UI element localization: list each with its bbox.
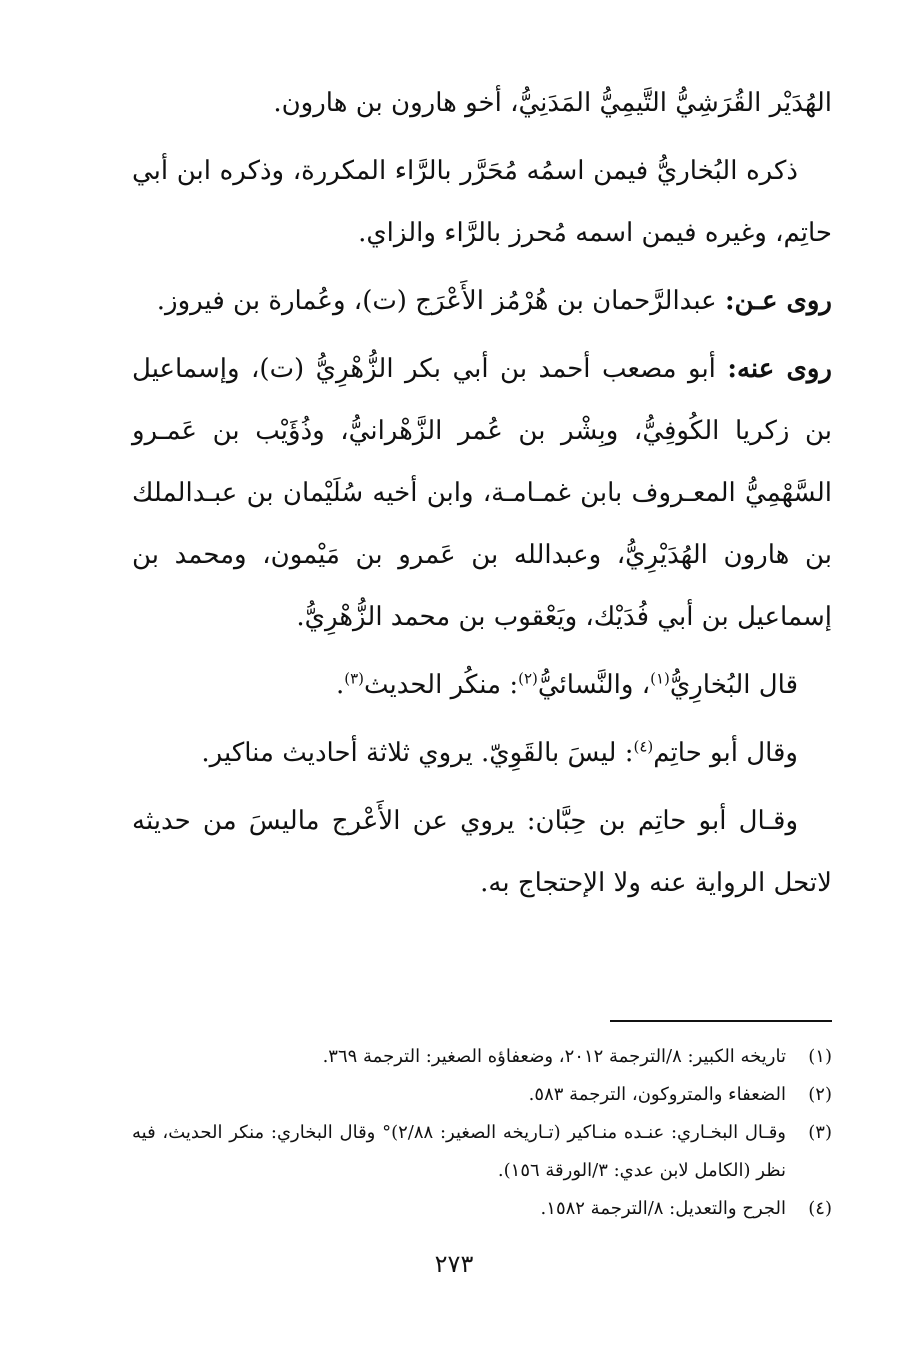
footnote-text: الجرح والتعديل: ٨/الترجمة ١٥٨٢. [540, 1198, 786, 1219]
footnote-item [132, 1038, 832, 1076]
footnote-ref-3[interactable]: (٣) [344, 669, 364, 688]
paragraph-quote-bukhari-nasai [132, 654, 832, 716]
quote-text: وقال أبو حاتِم [653, 738, 798, 768]
footnote-number: (٣) [808, 1122, 832, 1143]
paragraph-lead: روى عـن: [724, 286, 832, 316]
paragraph-name-continuation [132, 72, 832, 134]
main-text [132, 72, 832, 914]
paragraph-narrated-by [132, 338, 832, 648]
paragraph-lead: روى عنه: [727, 354, 832, 384]
paragraph-quote-abu-hatim [132, 722, 832, 784]
quote-text: . [335, 670, 345, 700]
footnote-ref-4[interactable]: (٤) [633, 737, 654, 756]
paragraph-text: أبو مصعب أحمد بن أبي بكر الزُّهْرِيُّ (ت)، وإسماعيل بن زكريا الكُوفِيُّ، وبِشْر بن عُمر الزَّهْرانيُّ، وذُؤَيْب بن عَمـرو السَّهْمِيُّ المعـروف بابن غمـامـة، وابن أخيه سُلَيْمان بن عبـدالملك بن هارون الهُدَيْرِيُّ، وعبدالله بن عَمرو بن مَيْمون، ومحمد بن إسماعيل بن أبي فُدَيْك، ويَعْقوب بن محمد الزُّهْرِيُّ. [132, 354, 832, 632]
quote-text: : منكُر الحديث [363, 670, 519, 700]
quote-text: : ليسَ بالقَوِيّ. يروي ثلاثة أحاديث مناكير. [201, 738, 634, 768]
footnote-item [132, 1190, 832, 1228]
footnote-ref-2[interactable]: (٢) [518, 669, 538, 688]
paragraph-text: الهُدَيْر القُرَشِيُّ التَّيمِيُّ المَدَنِيُّ، أخو هارون بن هارون. [273, 88, 832, 118]
footnote-number: (١) [808, 1046, 832, 1067]
footnote-number: (٢) [808, 1084, 832, 1105]
footnote-number: (٤) [808, 1198, 832, 1219]
footnotes [132, 1038, 832, 1228]
footnote-separator [610, 1020, 832, 1022]
footnote-text: تاريخه الكبير: ٨/الترجمة ٢٠١٢، وضعفاؤه الصغير: الترجمة ٣٦٩. [322, 1046, 786, 1067]
page-number: ٢٧٣ [434, 1250, 474, 1278]
footnote-ref-1[interactable]: (١) [650, 669, 670, 688]
footnote-item [132, 1076, 832, 1114]
quote-text: قال البُخارِيُّ [669, 670, 798, 700]
quote-text: ، والنَّسائيُّ [537, 670, 651, 700]
quote-text: وقـال أبو حاتِم بن حِبَّان: يروي عن الأَعْرج ماليسَ من حديثه لاتحل الرواية عنه ولا الإحتجاج به. [132, 806, 832, 898]
paragraph-narrated-from [132, 270, 832, 332]
paragraph-text: عبدالرَّحمان بن هُرْمُز الأَعْرَج (ت)، وعُمارة بن فيروز. [156, 286, 725, 316]
footnote-text: الضعفاء والمتروكون، الترجمة ٥٨٣. [528, 1084, 786, 1105]
paragraph-quote-ibn-hibban [132, 790, 832, 914]
paragraph-text: ذكره البُخاريُّ فيمن اسمُه مُحَرَّر بالرَّاء المكررة، وذكره ابن أبي حاتِم، وغيره فيمن اسمه مُحرز بالرَّاء والزاي. [132, 156, 832, 248]
footnote-item [132, 1114, 832, 1190]
footnote-text: وقـال البخـاري: عنـده منـاكير (تـاريخه الصغير: ٢/٨٨)° وقال البخاري: منكر الحديث، فيه نظر (الكامل لابن عدي: ٣/الورقة ١٥٦). [132, 1122, 786, 1181]
paragraph-bukhari-mention [132, 140, 832, 264]
